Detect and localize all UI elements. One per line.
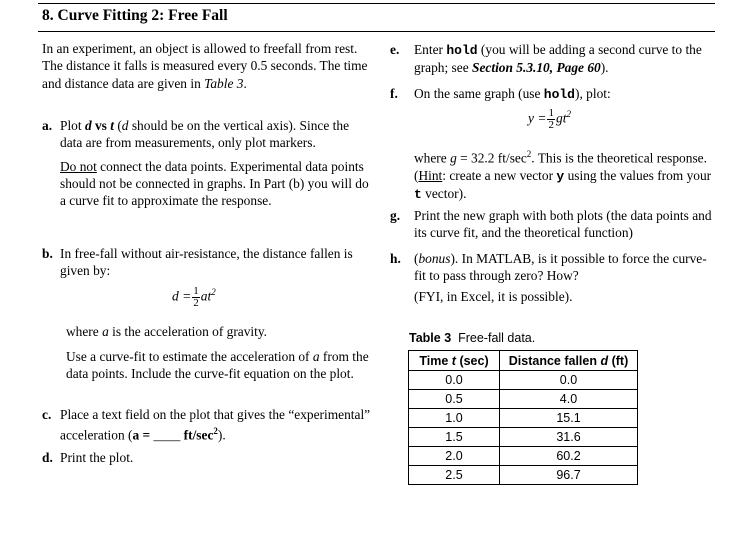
distance-cell: 60.2	[500, 447, 638, 466]
table-header-row	[409, 351, 638, 371]
header-time: Time t (sec)	[409, 351, 500, 371]
time-cell: 2.5	[409, 466, 500, 485]
table-row	[409, 447, 638, 466]
equation-d: d = $\frac{1}{2}$ $at^2$	[172, 285, 216, 309]
time-cell: 2.0	[409, 447, 500, 466]
top-rule	[38, 3, 715, 4]
section-title: 8. Curve Fitting 2: Free Fall	[42, 7, 228, 24]
distance-cell: 15.1	[500, 409, 638, 428]
item-a: a. Plot d vs t (d should be on the vertical axis). Since the data are from measurements, only plot markers. Do not connect the data points. Experimental data points should not be connected in graphs. In Part (b) you will do a curve fit to approximate the response.	[42, 118, 369, 209]
equation-y: y = $\frac{1}{2}$ $gt^2$	[528, 107, 571, 131]
distance-cell: 31.6	[500, 428, 638, 447]
item-c: c. Place a text field on the plot that gives the “experimental” acceleration (a = ____ $ft/\sec^2$).	[42, 407, 371, 443]
distance-cell: 96.7	[500, 466, 638, 485]
theoretical-response-text: where g = 32.2 $ft/\sec^2$. This is the theoretical response. (Hint: create a new vector y using the values from your t vector).	[414, 149, 712, 203]
table-row	[409, 390, 638, 409]
item-f: f. On the same graph (use hold), plot:	[390, 86, 611, 102]
table-row	[409, 428, 638, 447]
distance-cell: 0.0	[500, 371, 638, 390]
item-g: g. Print the new graph with both plots (the data points and its curve fit, and the theoretical function)	[390, 208, 712, 241]
time-cell: 0.0	[409, 371, 500, 390]
curve-fit-instructions: Use a curve-fit to estimate the acceleration of a from the data points. Include the curve-fit equation on the plot.	[66, 349, 369, 382]
time-cell: 1.5	[409, 428, 500, 447]
title-rule	[38, 31, 715, 32]
distance-cell: 4.0	[500, 390, 638, 409]
table-row	[409, 409, 638, 428]
table-caption: Table 3 Free-fall data.	[409, 331, 536, 345]
header-distance: Distance fallen d (ft)	[500, 351, 638, 371]
time-cell: 1.0	[409, 409, 500, 428]
free-fall-data-table	[408, 350, 638, 485]
intro-paragraph: In an experiment, an object is allowed to freefall from rest. The distance it falls is measured every 0.5 seconds. The time and distance data are given in Table 3.	[42, 41, 368, 91]
table-row	[409, 466, 638, 485]
item-b: b. In free-fall without air-resistance, the distance fallen is given by:	[42, 246, 353, 279]
item-h: h. (bonus). In MATLAB, is it possible to force the curve-fit to pass through zero? How? (FYI, in Excel, it is possible).	[390, 251, 707, 304]
time-cell: 0.5	[409, 390, 500, 409]
where-a-text: where a is the acceleration of gravity.	[66, 324, 268, 339]
table-row	[409, 371, 638, 390]
item-e: e. Enter hold (you will be adding a second curve to the graph; see Section 5.3.10, Page 60).	[390, 42, 702, 76]
item-d: d. Print the plot.	[42, 450, 134, 465]
